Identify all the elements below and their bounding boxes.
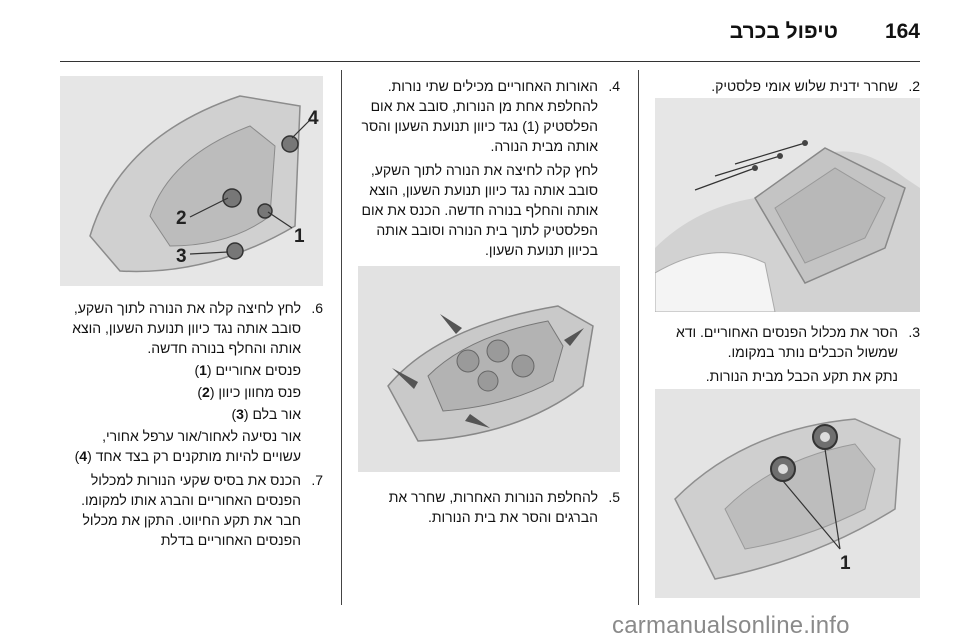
header-rule <box>60 61 920 62</box>
fig3-callout-4: 4 <box>308 108 319 129</box>
column-divider-right <box>638 70 639 605</box>
fig2-callout-1: 1 <box>840 553 851 574</box>
figure-bulb-socket-base <box>358 266 620 472</box>
page-header <box>40 12 920 52</box>
right-column <box>655 76 920 96</box>
middle-column-lower <box>358 487 620 527</box>
legend-note: אור נסיעה לאחור/אור ערפל אחורי, עשויים להיות מותקנים רק בצד אחד (4) <box>74 428 301 464</box>
step-3: 3. הסר את מכלול הפנסים האחוריים. ודא שמשול הכבלים נותר במקומו. <box>675 324 920 360</box>
fig3-callout-1: 1 <box>294 226 305 247</box>
step-7: 7. הכנס את בסיס שקעי הנורות למכלול הפנסים האחוריים והברג אותו למקומו. חבר את תקע החיווט. התקן את מכלול הפנסים האחוריים בדלת <box>81 472 323 548</box>
step-3-note: נתק את תקע הכבל מבית הנורות. <box>705 368 898 384</box>
step-5: 5. להחלפת הנורות האחרות, שחרר את הברגים והסר את בית הנורות. <box>388 489 620 525</box>
fig3-callout-3: 3 <box>176 246 187 267</box>
legend-item-2: פנס מחוון כיוון (2) <box>197 384 301 400</box>
middle-column <box>358 76 620 260</box>
step-2: 2. שחרר ידנית שלוש אומי פלסטיק. <box>711 78 920 94</box>
fig3-callout-2: 2 <box>176 208 187 229</box>
step-6: 6. לחץ לחיצה קלה את הנורה לתוך השקע, סובב אותה נגד כיוון תנועת השעון, הוצא אותה והחלף בנורה חדשה. <box>72 300 323 356</box>
right-column-lower <box>655 322 920 386</box>
step-4-paragraph: לחץ קלה לחיצה את הנורה לתוך השקע, סובב אותה נגד כיוון תנועת השעון, הוצא אותה והחלף בנורה חדשה. הכנס את אום הפלסטיק לתוך בית הנורה וסובב אותה בכיוון תנועת השעון. <box>361 162 598 258</box>
watermark: carmanualsonline.info <box>612 612 850 639</box>
left-column <box>60 298 323 550</box>
chapter-title: טיפול בכרב <box>729 20 838 43</box>
column-divider-left <box>341 70 342 605</box>
figure-bulb-positions <box>60 76 323 286</box>
legend-item-3: אור בלם (3) <box>231 406 301 422</box>
figure-bulb-holders <box>655 389 920 598</box>
page-number: 164 <box>884 20 920 43</box>
step-4: 4. האורות האחוריים מכילים שתי נורות. להחלפת אחת מן הנורות, סובב את אום הפלסטיק (1) נגד כיוון תנועת השעון והסר אותה מבית הנורה. <box>361 78 620 154</box>
legend-item-1: פנסים אחוריים (1) <box>194 362 301 378</box>
figure-taillight-clips <box>655 98 920 312</box>
